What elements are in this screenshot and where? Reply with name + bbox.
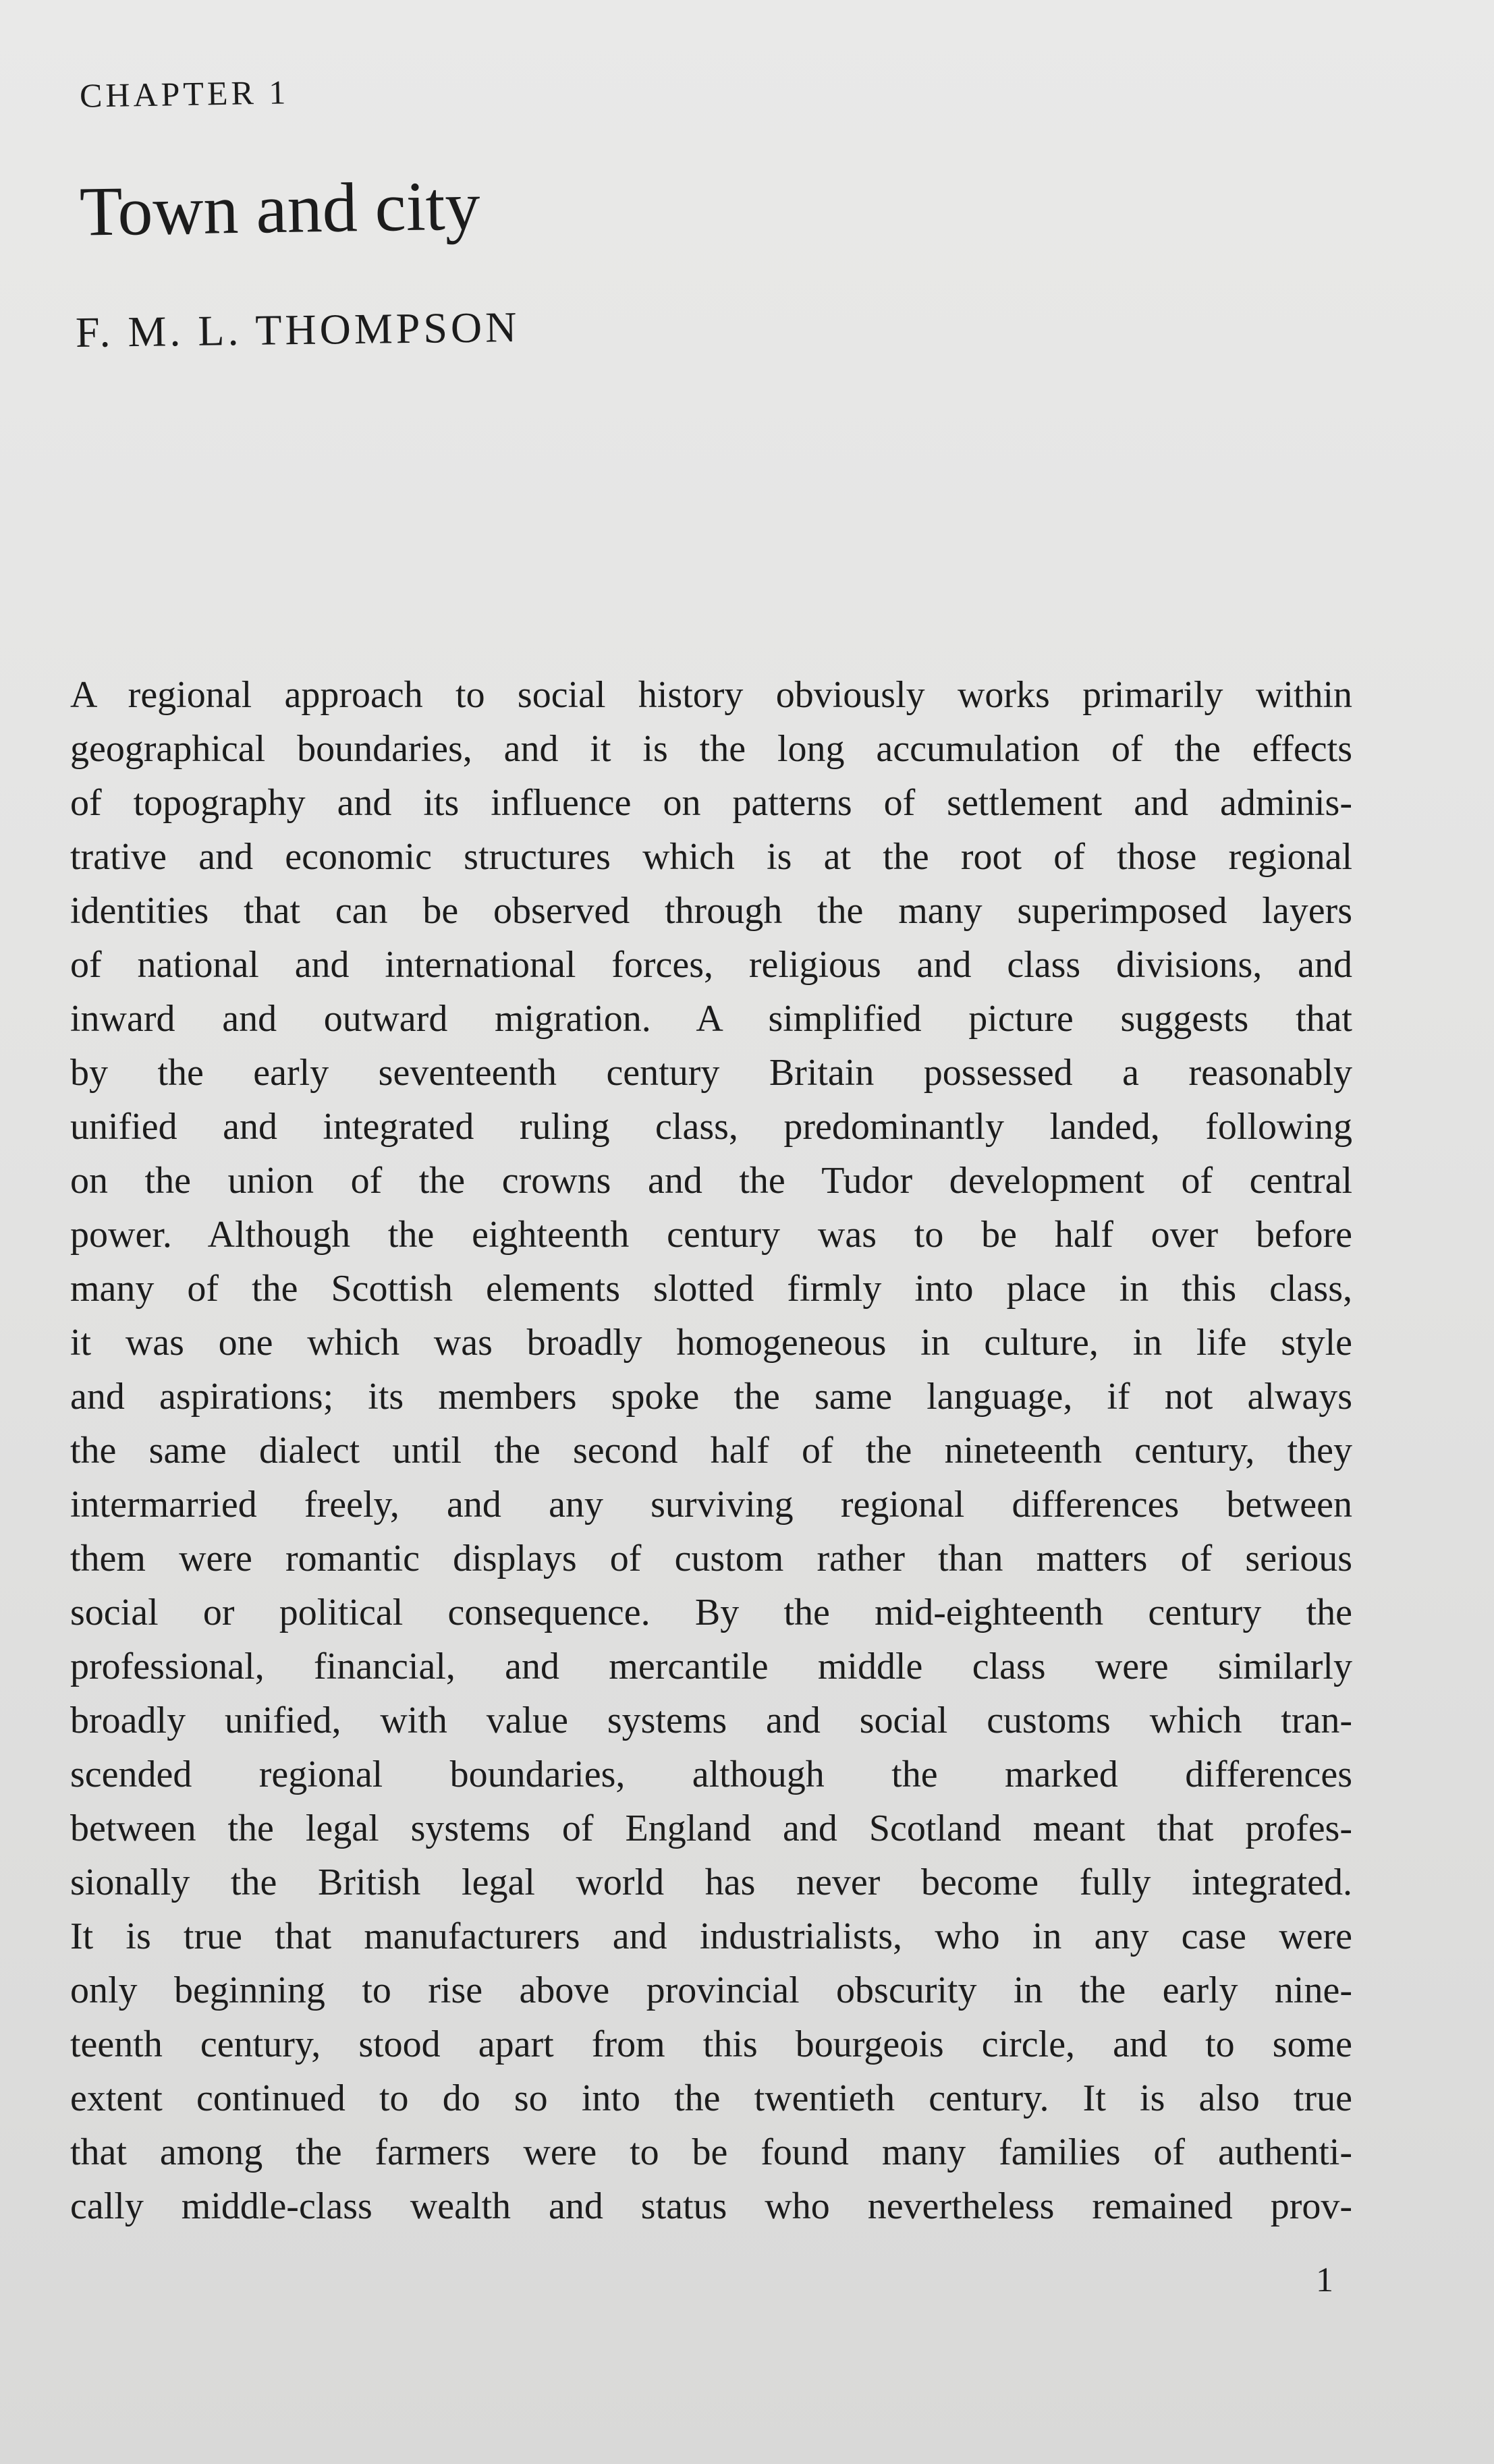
body-line: identities that can be observed through the many superimposed layers xyxy=(70,890,1352,932)
body-line: cally middle-class wealth and status who nevertheless remained prov- xyxy=(70,2185,1352,2227)
body-line: by the early seventeenth century Britain possessed a reasonably xyxy=(70,1052,1352,1094)
body-line: sionally the British legal world has never become fully integrated. xyxy=(70,1861,1352,1903)
body-line: unified and integrated ruling class, predominantly landed, following xyxy=(70,1106,1352,1148)
body-line: of topography and its influence on patterns of settlement and adminis- xyxy=(70,782,1352,824)
body-line: trative and economic structures which is at the root of those regional xyxy=(70,836,1352,878)
body-line: the same dialect until the second half of the nineteenth century, they xyxy=(70,1430,1352,1472)
body-line: extent continued to do so into the twentieth century. It is also true xyxy=(70,2077,1352,2119)
body-line: geographical boundaries, and it is the long accumulation of the effects xyxy=(70,728,1352,770)
body-line: It is true that manufacturers and industrialists, who in any case were xyxy=(70,1915,1352,1957)
body-line: and aspirations; its members spoke the same language, if not always xyxy=(70,1376,1352,1418)
body-text xyxy=(70,668,1352,2233)
body-line: many of the Scottish elements slotted firmly into place in this class, xyxy=(70,1268,1352,1310)
body-line: only beginning to rise above provincial obscurity in the early nine- xyxy=(70,1969,1352,2011)
body-line: that among the farmers were to be found many families of authenti- xyxy=(70,2131,1352,2173)
body-line: them were romantic displays of custom rather than matters of serious xyxy=(70,1538,1352,1579)
chapter-title: Town and city xyxy=(79,167,481,251)
body-line: broadly unified, with value systems and social customs which tran- xyxy=(70,1700,1352,1741)
body-line: on the union of the crowns and the Tudor development of central xyxy=(70,1160,1352,1202)
page-number: 1 xyxy=(1316,2261,1333,2299)
chapter-label: CHAPTER 1 xyxy=(79,73,289,115)
body-line: power. Although the eighteenth century was to be half over before xyxy=(70,1214,1352,1256)
body-line: intermarried freely, and any surviving regional differences between xyxy=(70,1484,1352,1525)
body-line: inward and outward migration. A simplified picture suggests that xyxy=(70,998,1352,1040)
body-line: of national and international forces, religious and class divisions, and xyxy=(70,944,1352,986)
body-line: teenth century, stood apart from this bourgeois circle, and to some xyxy=(70,2023,1352,2065)
body-line: it was one which was broadly homogeneous in culture, in life style xyxy=(70,1322,1352,1364)
body-line: professional, financial, and mercantile middle class were similarly xyxy=(70,1646,1352,1687)
author-name: F. M. L. THOMPSON xyxy=(75,302,520,357)
body-line: between the legal systems of England and Scotland meant that profes- xyxy=(70,1808,1352,1849)
body-line: A regional approach to social history obviously works primarily within xyxy=(70,674,1352,716)
show-through-from-reverse xyxy=(81,54,1417,661)
body-line: scended regional boundaries, although the marked differences xyxy=(70,1754,1352,1795)
body-line: social or political consequence. By the mid-eighteenth century the xyxy=(70,1592,1352,1633)
